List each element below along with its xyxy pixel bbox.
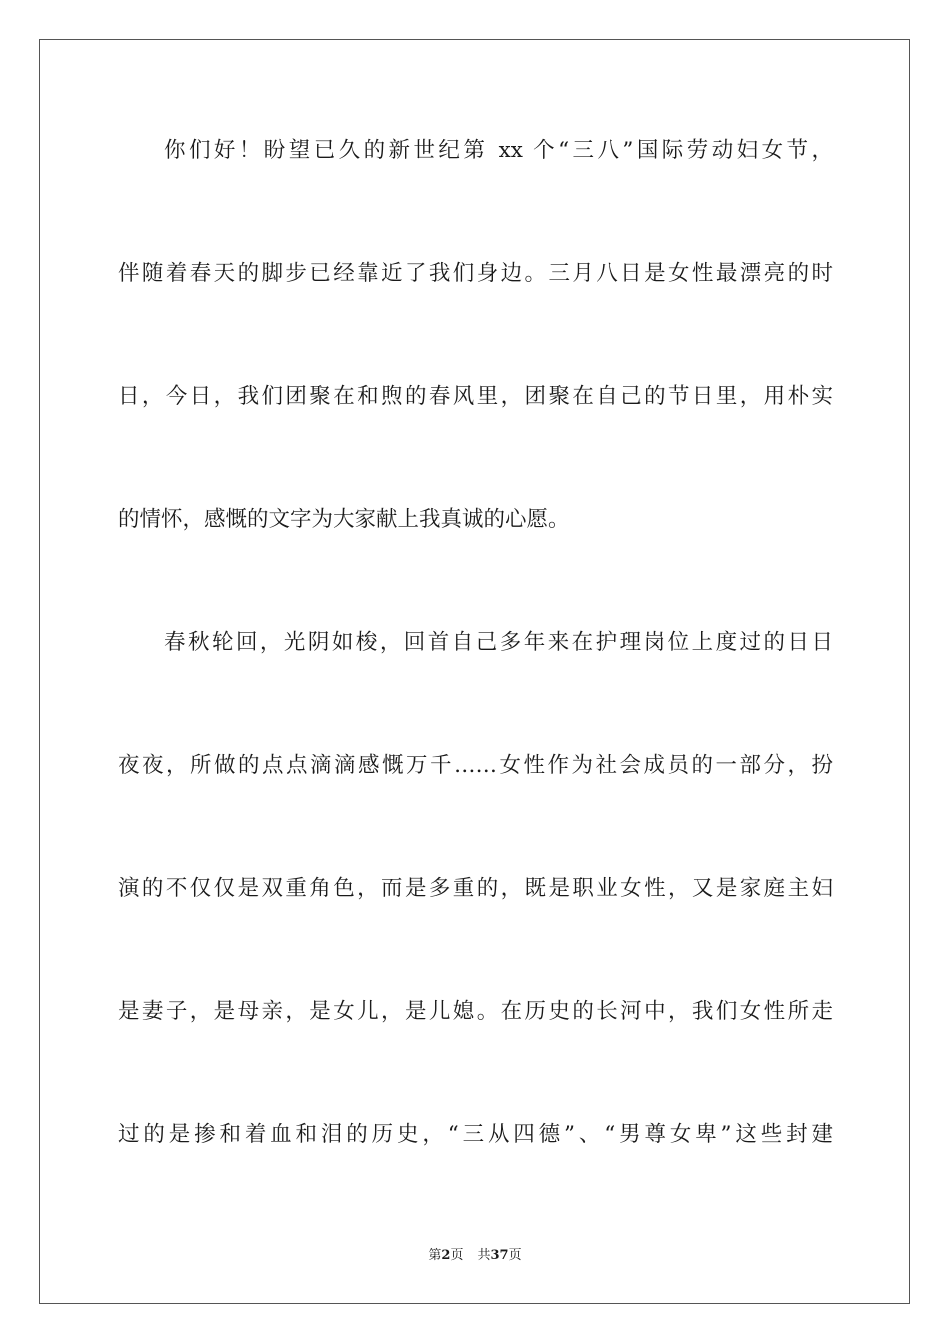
- paragraph-1-line-2: 伴随着春天的脚步已经靠近了我们身边。三月八日是女性最漂亮的时: [118, 261, 833, 286]
- total-prefix: 共: [477, 1248, 491, 1263]
- page-suffix: 页: [450, 1248, 464, 1263]
- paragraph-2-line-2: 夜夜，所做的点点滴滴感慨万千……女性作为社会成员的一部分，扮: [118, 753, 833, 778]
- page-number: 2: [441, 1248, 451, 1263]
- paragraph-1-line-3: 日，今日，我们团聚在和煦的春风里，团聚在自己的节日里，用朴实: [118, 384, 833, 409]
- paragraph-2-line-5: 过的是掺和着血和泪的历史，“三从四德”、“男尊女卑”这些封建: [118, 1122, 833, 1147]
- total-suffix: 页: [508, 1248, 522, 1263]
- paragraph-1-line-1: 你们好！盼望已久的新世纪第 xx 个“三八”国际劳动妇女节，: [164, 138, 833, 163]
- paragraph-2-line-3: 演的不仅仅是双重角色，而是多重的，既是职业女性，又是家庭主妇: [118, 876, 833, 901]
- page-border: [39, 39, 910, 1304]
- total-pages: 37: [490, 1248, 509, 1263]
- paragraph-2-line-1: 春秋轮回，光阴如梭，回首自己多年来在护理岗位上度过的日日: [164, 630, 833, 655]
- page-prefix: 第: [428, 1248, 442, 1263]
- paragraph-1-line-4: 的情怀，感慨的文字为大家献上我真诚的心愿。: [118, 507, 570, 532]
- page-footer: [0, 1247, 950, 1265]
- paragraph-2-line-4: 是妻子，是母亲，是女儿，是儿媳。在历史的长河中，我们女性所走: [118, 999, 833, 1024]
